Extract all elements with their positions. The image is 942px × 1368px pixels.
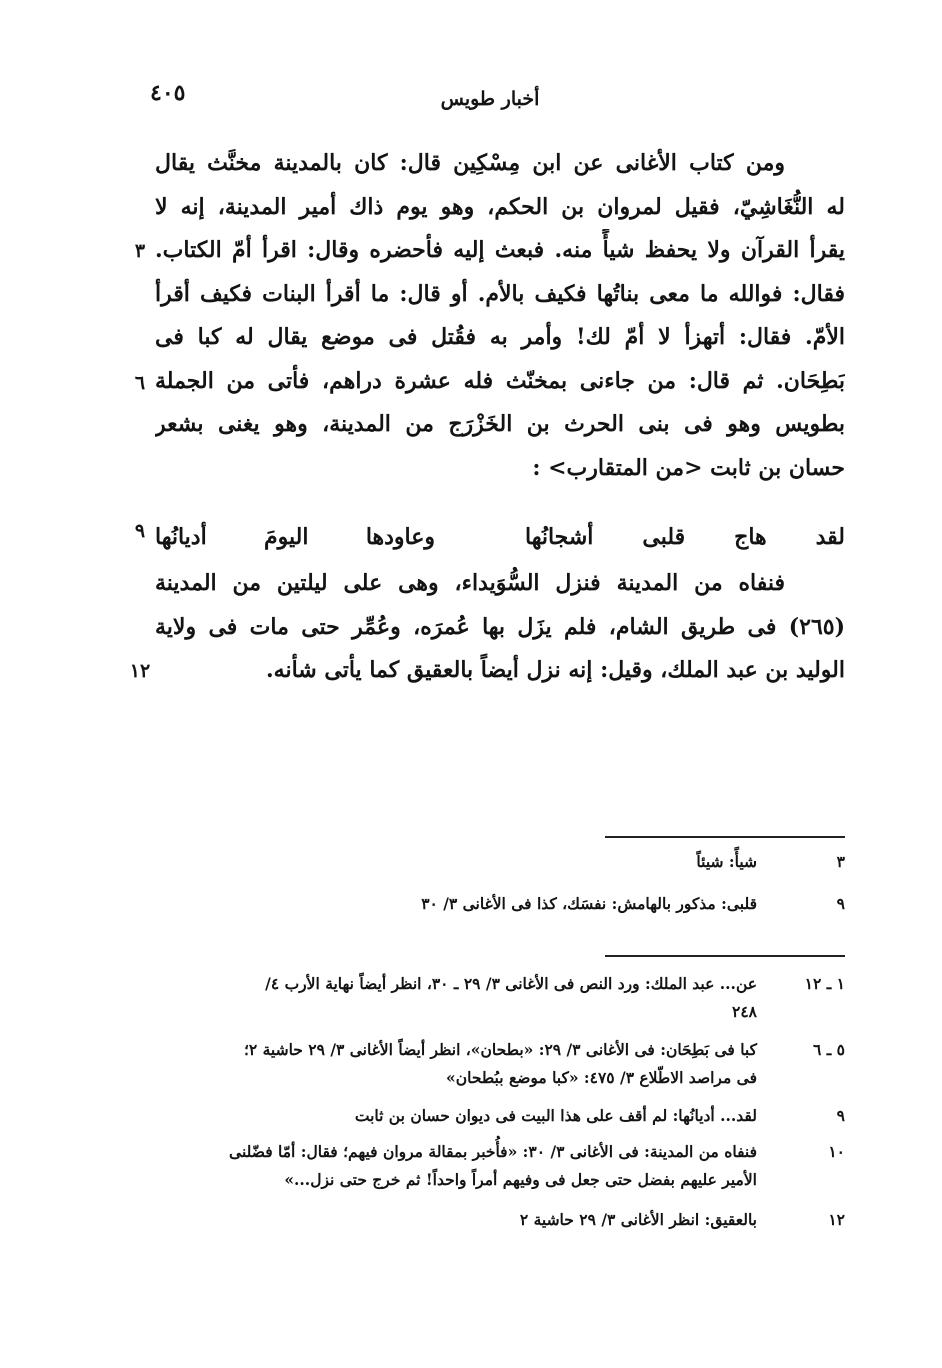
body-line: (٢٦٥) فى طريق الشام، فلم يزَل بها عُمرَه، وعُمِّر حتى مات فى ولاية — [155, 613, 845, 640]
poem-verse — [155, 516, 845, 560]
footnote-text: كبا فى بَطِحَان: فى الأغانى ٣/ ٢٩: «بطحان»، انظر أيضاً الأغانى ٣/ ٢٩ حاشية ٢؛ — [243, 1040, 757, 1059]
body-line: ومن كتاب الأغانى عن ابن مِسْكِين قال: كان بالمدينة مخنَّث يقال — [155, 150, 785, 176]
footnote-text: ٢٤٨ — [732, 1002, 757, 1021]
running-header-title: أخبار طويس — [440, 88, 540, 110]
verse-second-hemistich: وعاودها اليومَ أديانُها — [155, 524, 435, 550]
footnote-number: ١ ـ ١٢ — [804, 974, 845, 993]
variant-footnote — [140, 890, 845, 918]
margin-line-number: ١٢ — [129, 660, 151, 682]
footnote-text: بالعقيق: انظر الأغانى ٣/ ٢٩ حاشية ٢ — [519, 1210, 757, 1229]
footnote-text: لقد... أديانُها: لم أقف على هذا البيت فى ديوان حسان بن ثابت — [354, 1106, 757, 1125]
footnote-number: ١٠ — [828, 1142, 845, 1161]
footnote-text: فى مراصد الاطّلاع ٣/ ٤٧٥: «كبا موضع ببُطحان» — [446, 1068, 757, 1087]
page-number: ٤٠٥ — [150, 80, 186, 106]
source-footnote — [140, 1138, 845, 1194]
main-text-continued — [155, 562, 845, 693]
footnote-number: ١٢ — [828, 1210, 845, 1229]
footnote-text: عن... عبد الملك: ورد النص فى الأغانى ٣/ ٢٩ ـ ٣٠، انظر أيضاً نهاية الأرب ٤/ — [265, 974, 757, 993]
footnote-text: شيأً: شيئاً — [696, 852, 757, 871]
footnote-divider — [605, 836, 845, 838]
body-line: بَطِحَان. ثم قال: من جاءنى بمخنّث فله عشرة دراهم، فأتى من الجملة — [155, 367, 845, 394]
main-text — [155, 142, 845, 490]
footnote-text: قلبى: مذكور بالهامش: نفسَك، كذا فى الأغانى ٣/ ٣٠ — [421, 894, 757, 913]
body-line: فقال: فوالله ما معى بناتُها فكيف بالأم. أو قال: ما أقرأ البنات فكيف أقرأ — [155, 280, 845, 307]
footnote-number: ٣ — [836, 852, 845, 871]
source-footnote — [140, 1206, 845, 1234]
body-line: الوليد بن عبد الملك، وقيل: إنه نزل أيضاً بالعقيق كما يأتى شأنه. — [266, 657, 845, 683]
verse-first-hemistich: لقد هاج قلبى أشجانُها — [525, 524, 845, 550]
margin-line-number: ٦ — [134, 372, 146, 394]
footnote-text: فنفاه من المدينة: فى الأغانى ٣/ ٣٠: «فأُخبر بمقالة مروان فيهم؛ فقال: أمّا فضّلنى — [229, 1142, 757, 1161]
body-line: الأمّ. فقال: أتهزأ لا أمّ لك! وأمر به فقُتل فى موضع يقال له كبا فى — [155, 324, 845, 350]
body-line: فنفاه من المدينة فنزل السُّوَيداء، وهى على ليلتين من المدينة — [155, 570, 785, 596]
margin-line-number: ٣ — [134, 240, 146, 262]
source-footnote — [140, 1036, 845, 1092]
source-footnote — [140, 1102, 845, 1130]
body-line: يقرأ القرآن ولا يحفظ شيأً منه. فبعث إليه فأحضره وقال: اقرأ أمّ الكتاب. — [155, 237, 845, 263]
body-line: بطويس وهو فى بنى الحرث بن الخَزْرَج من المدينة، وهو يغنى بشعر — [155, 411, 845, 437]
margin-line-number: ٩ — [134, 520, 146, 542]
body-line: له النُّغَاشِيّ، فقيل لمروان بن الحكم، وهو يوم ذاك أمير المدينة، إنه لا — [155, 193, 845, 220]
body-line: حسان بن ثابت <من المتقارب> : — [532, 454, 845, 481]
footnote-divider — [605, 955, 845, 957]
variant-footnote — [140, 848, 845, 876]
footnote-text: الأمير عليهم بفضل حتى جعل فى وفيهم أمراً واحداً! ثم خرج حتى نزل...» — [284, 1170, 757, 1189]
footnote-number: ٩ — [836, 894, 845, 913]
footnote-number: ٩ — [836, 1106, 845, 1125]
footnote-number: ٥ ـ ٦ — [813, 1040, 845, 1059]
source-footnote — [140, 970, 845, 1026]
